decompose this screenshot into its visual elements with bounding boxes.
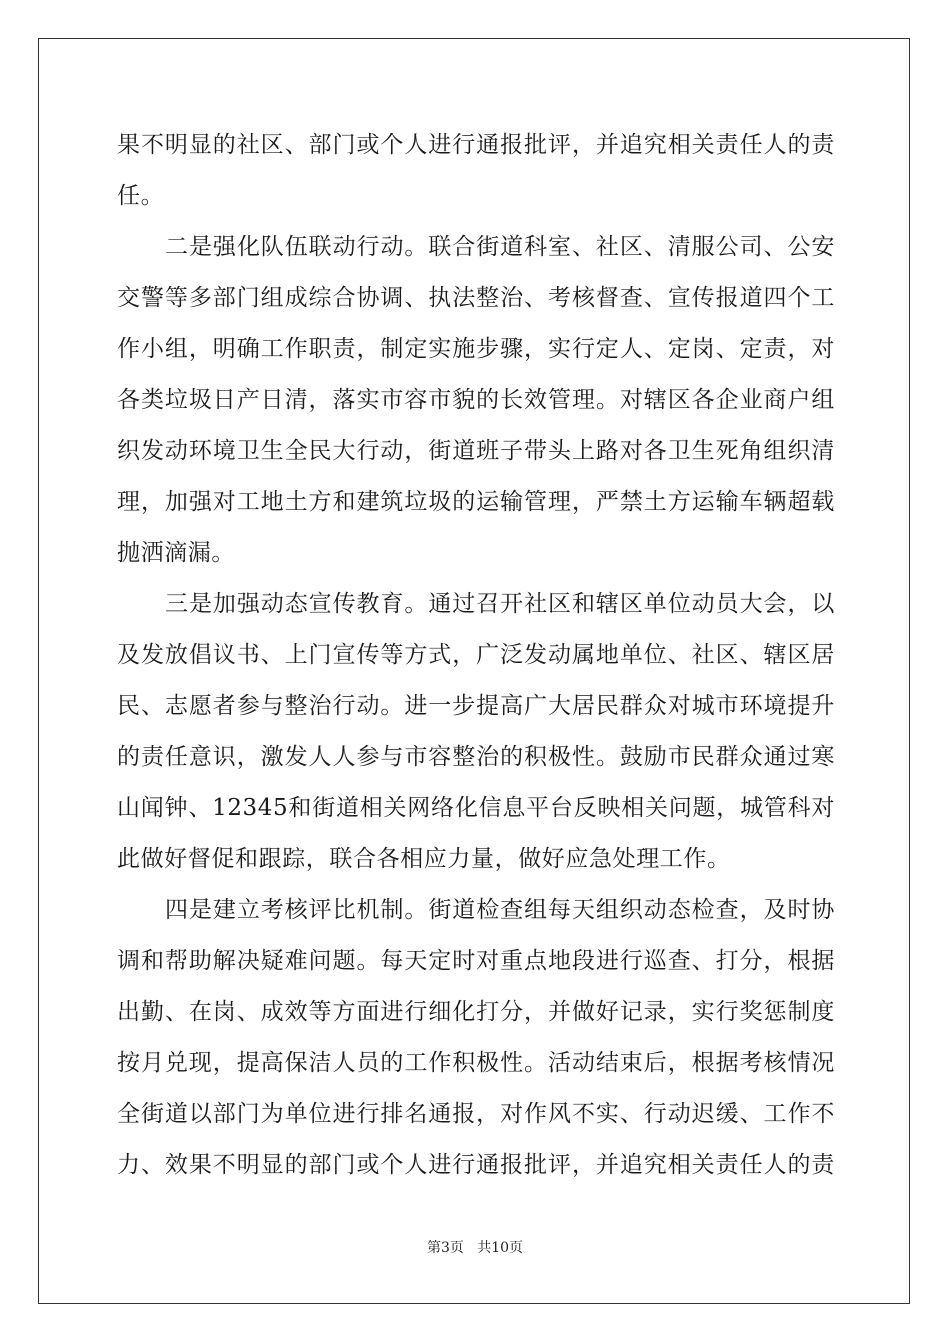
text-line: 理，加强对工地土方和建筑垃圾的运输管理，严禁土方运输车辆超载 (117, 489, 835, 515)
text-line: 二是强化队伍联动行动。联合街道科室、社区、清服公司、公安 (165, 234, 835, 260)
text-line: 果不明显的社区、部门或个人进行通报批评，并追究相关责任人的责 (117, 132, 835, 158)
text-line: 力、效果不明显的部门或个人进行通报批评，并追究相关责任人的责 (117, 1152, 835, 1178)
text-line: 调和帮助解决疑难问题。每天定时对重点地段进行巡查、打分，根据 (117, 948, 835, 974)
text-line: 各类垃圾日产日清，落实市容市貌的长效管理。对辖区各企业商户组 (117, 387, 835, 413)
paragraph (117, 579, 835, 885)
page-footer: 第3页 共10页 (426, 1240, 524, 1256)
text-line: 此做好督促和跟踪，联合各相应力量，做好应急处理工作。 (117, 846, 731, 872)
text-line: 民、志愿者参与整治行动。进一步提高广大居民群众对城市环境提升 (117, 693, 835, 719)
text-line: 按月兑现，提高保洁人员的工作积极性。活动结束后，根据考核情况 (117, 1050, 835, 1076)
text-line: 四是建立考核评比机制。街道检查组每天组织动态检查，及时协 (165, 897, 835, 923)
paragraph (117, 222, 835, 579)
text-line: 作小组，明确工作职责，制定实施步骤，实行定人、定岗、定责，对 (117, 336, 835, 362)
text-line: 出勤、在岗、成效等方面进行细化打分，并做好记录，实行奖惩制度 (117, 999, 835, 1025)
text-line: 的责任意识，激发人人参与市容整治的积极性。鼓励市民群众通过寒 (117, 744, 835, 770)
paragraph (117, 120, 835, 222)
document-body (117, 120, 835, 1191)
text-line: 全街道以部门为单位进行排名通报，对作风不实、行动迟缓、工作不 (117, 1101, 835, 1127)
text-line: 交警等多部门组成综合协调、执法整治、考核督查、宣传报道四个工 (117, 285, 835, 311)
text-line: 三是加强动态宣传教育。通过召开社区和辖区单位动员大会，以 (165, 591, 835, 617)
text-line: 织发动环境卫生全民大行动，街道班子带头上路对各卫生死角组织清 (117, 438, 835, 464)
text-line: 任。 (117, 183, 165, 209)
text-line: 及发放倡议书、上门宣传等方式，广泛发动属地单位、社区、辖区居 (117, 642, 835, 668)
paragraph (117, 885, 835, 1191)
text-line: 抛洒滴漏。 (117, 540, 235, 566)
text-line: 山闻钟、12345和街道相关网络化信息平台反映相关问题，城管科对 (117, 795, 835, 821)
